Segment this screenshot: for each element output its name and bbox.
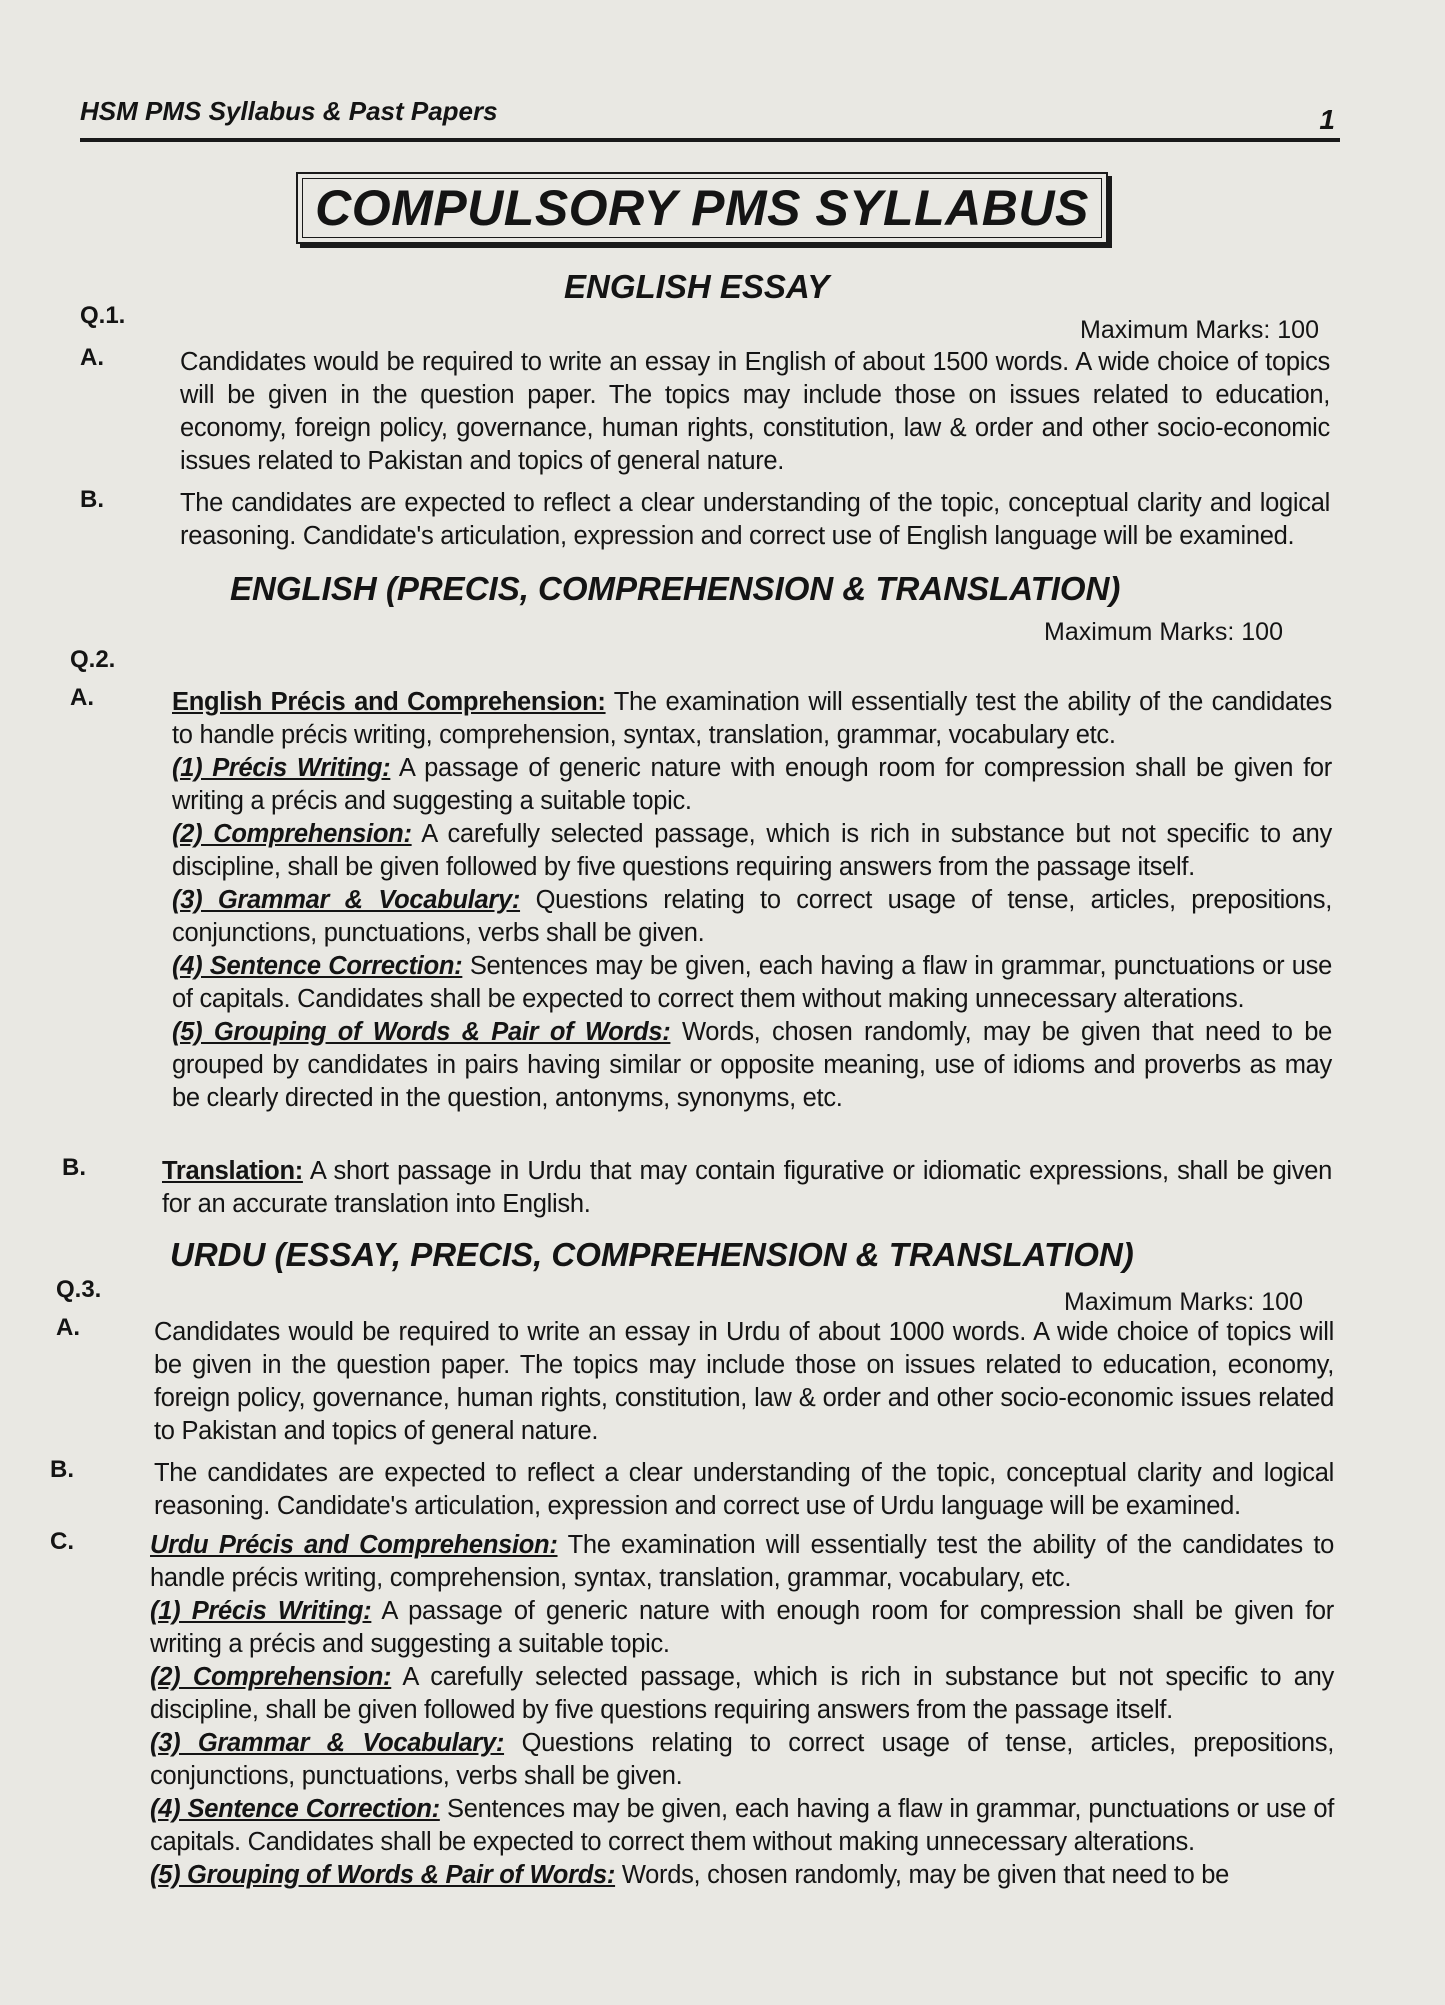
header-rule xyxy=(80,138,1340,142)
q2-b-term: Translation: xyxy=(162,1157,303,1185)
q2-marks: Maximum Marks: 100 xyxy=(1044,618,1283,646)
q3-item-2-text: A carefully selected passage, which is rich in substance but not specific to any discipline, shall be given followed by five questions requiring answers from the passage itself. xyxy=(150,1663,1334,1724)
q3-a-label: A. xyxy=(56,1314,80,1341)
q2-item-5-text: Words, chosen randomly, may be given that need to be grouped by candidates in pairs having similar or opposite meaning, use of idioms and proverbs as may be clearly directed in the question, antonyms, synonyms, etc. xyxy=(172,1018,1332,1112)
q1-label: Q.1. xyxy=(80,302,126,329)
q2-item-1-text: A passage of generic nature with enough room for compression shall be given for writing a précis and suggesting a suitable topic. xyxy=(172,754,1332,815)
q3-c-label: C. xyxy=(50,1528,74,1555)
q2-item xyxy=(172,752,1332,818)
q3-c-block xyxy=(150,1529,1334,1892)
q2-item xyxy=(172,884,1332,950)
q2-a-text: The examination will essentially test the ability of the candidates to handle précis writing, comprehension, syntax, translation, grammar, vocabulary etc. xyxy=(172,688,1332,749)
q3-c-text: The examination will essentially test the ability of the candidates to handle précis writing, comprehension, syntax, translation, grammar, vocabulary, etc. xyxy=(150,1531,1334,1592)
q1-a-text: Candidates would be required to write an essay in English of about 1500 words. A wide choice of topics will be given in the question paper. The topics may include those on issues related to education, economy, foreign policy, governance, human rights, constitution, law & order and other socio-economic issues related to Pakistan and topics of general nature. xyxy=(180,348,1330,475)
page-number: 1 xyxy=(1319,104,1335,135)
q2-a-block xyxy=(172,686,1332,1115)
q2-label: Q.2. xyxy=(70,646,116,673)
q3-item-1-text: A passage of generic nature with enough room for compression shall be given for writing a précis and suggesting a suitable topic. xyxy=(150,1597,1334,1658)
q2-a-term: English Précis and Comprehension: xyxy=(172,688,606,716)
q3-item xyxy=(150,1661,1334,1727)
q3-c-term: Urdu Précis and Comprehension: xyxy=(150,1531,558,1559)
q1-a-label: A. xyxy=(80,344,104,371)
q2-item-4-text: Sentences may be given, each having a flaw in grammar, punctuations or use of capitals. Candidates shall be expected to correct them without making unnecessary alterations. xyxy=(172,952,1332,1013)
q3-heading: URDU (ESSAY, PRECIS, COMPREHENSION & TRANSLATION) xyxy=(170,1236,1134,1273)
q3-b-label: B. xyxy=(50,1456,74,1483)
q3-c-intro xyxy=(150,1529,1334,1595)
q3-a-text: Candidates would be required to write an essay in Urdu of about 1000 words. A wide choice of topics will be given in the question paper. The topics may include those on issues related to education, economy, foreign policy, governance, human rights, constitution, law & order and other socio-economic issues related to Pakistan and topics of general nature. xyxy=(154,1318,1334,1445)
q2-b-text: A short passage in Urdu that may contain figurative or idiomatic expressions, shall be given for an accurate translation into English. xyxy=(162,1157,1332,1218)
q1-b-text: The candidates are expected to reflect a clear understanding of the topic, conceptual clarity and logical reasoning. Candidate's articulation, expression and correct use of English language will be examined. xyxy=(180,489,1330,550)
q2-a-intro xyxy=(172,686,1332,752)
q2-item-2-text: A carefully selected passage, which is rich in substance but not specific to any discipline, shall be given followed by five questions requiring answers from the passage itself. xyxy=(172,820,1332,881)
q2-item-2-term: (2) Comprehension: xyxy=(172,820,412,848)
q3-b-text: The candidates are expected to reflect a clear understanding of the topic, conceptual clarity and logical reasoning. Candidate's articulation, expression and correct use of Urdu language will be examined. xyxy=(154,1459,1334,1520)
q3-item-5-text: Words, chosen randomly, may be given that need to be xyxy=(615,1861,1229,1889)
q3-item xyxy=(150,1793,1334,1859)
page-title: COMPULSORY PMS SYLLABUS xyxy=(315,180,1089,236)
q1-heading: ENGLISH ESSAY xyxy=(564,268,830,305)
q3-item-1-term: (1) Précis Writing: xyxy=(150,1597,372,1625)
q2-item-3-text: Questions relating to correct usage of tense, articles, prepositions, conjunctions, punctuations, verbs shall be given. xyxy=(172,886,1332,947)
q2-item-4-term: (4) Sentence Correction: xyxy=(172,952,463,980)
q2-item-3-term: (3) Grammar & Vocabulary: xyxy=(172,886,521,914)
q3-item-4-term: (4) Sentence Correction: xyxy=(150,1795,440,1823)
q3-item-5-term: (5) Grouping of Words & Pair of Words: xyxy=(150,1861,616,1889)
q1-marks: Maximum Marks: 100 xyxy=(1080,316,1319,344)
q3-item xyxy=(150,1595,1334,1661)
q2-item xyxy=(172,950,1332,1016)
q3-item-2-term: (2) Comprehension: xyxy=(150,1663,392,1691)
q3-marks: Maximum Marks: 100 xyxy=(1064,1288,1303,1316)
q2-item xyxy=(172,818,1332,884)
q3-label: Q.3. xyxy=(56,1276,102,1303)
q2-item xyxy=(172,1016,1332,1115)
q2-item-1-term: (1) Précis Writing: xyxy=(172,754,391,782)
q2-b-label: B. xyxy=(62,1154,86,1181)
q3-item xyxy=(150,1727,1334,1793)
q3-item-4-text: Sentences may be given, each having a flaw in grammar, punctuations or use of capitals. Candidates shall be expected to correct them without making unnecessary alterations. xyxy=(150,1795,1334,1856)
q3-item-3-term: (3) Grammar & Vocabulary: xyxy=(150,1729,505,1757)
title-box xyxy=(296,172,1108,244)
q3-item xyxy=(150,1859,1334,1892)
q1-b-label: B. xyxy=(80,486,104,513)
q2-heading: ENGLISH (PRECIS, COMPREHENSION & TRANSLATION) xyxy=(230,570,1121,607)
q2-b-block xyxy=(162,1155,1332,1221)
running-title: HSM PMS Syllabus & Past Papers xyxy=(80,96,498,126)
q3-item-3-text: Questions relating to correct usage of tense, articles, prepositions, conjunctions, punctuations, verbs shall be given. xyxy=(150,1729,1334,1790)
q2-item-5-term: (5) Grouping of Words & Pair of Words: xyxy=(172,1018,671,1046)
q2-a-label: A. xyxy=(70,684,94,711)
